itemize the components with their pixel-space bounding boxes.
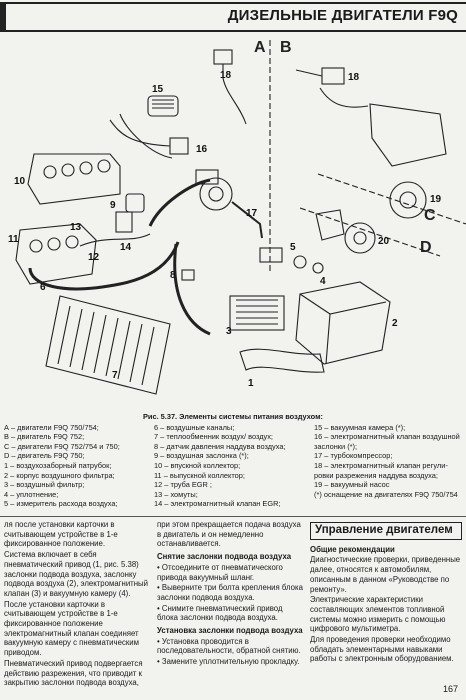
legend-item: 9 – воздушная заслонка (*); — [154, 451, 249, 461]
legend-item: C – двигатели F9Q 752/754 и 750; — [4, 441, 120, 451]
caption-title: Рис. 5.37. Элементы системы питания воздухом: — [142, 412, 324, 421]
legend-item: 19 – вакуумный насос — [314, 480, 390, 490]
solenoid-valve-18a — [214, 50, 232, 64]
callout-18b: 18 — [348, 72, 360, 83]
legend-item: 6 – воздушные каналы; — [154, 422, 235, 432]
callout-4: 4 — [320, 276, 326, 287]
callout-1: 1 — [248, 378, 254, 389]
legend-item: 16 – электромагнитный клапан воздушной — [314, 432, 460, 442]
header-tab — [0, 4, 6, 30]
caption-column-3 — [314, 423, 462, 509]
text-column-1 — [4, 520, 149, 689]
paragraph: при этом прекращается подача воздуха в двигатель и он немедленно останавливается. — [157, 520, 301, 549]
removal-step: • Выверните три болта крепления блока заслонки подвода воздуха. — [157, 583, 303, 602]
section-letter-c: C — [424, 207, 436, 224]
install-step: • Замените уплотнительную прокладку. — [157, 657, 300, 667]
legend-item: 12 – труба EGR ; — [154, 480, 212, 490]
figure-caption — [4, 412, 462, 509]
callout-12: 12 — [88, 252, 100, 263]
solenoid-valve-18b — [322, 68, 344, 84]
legend-item: заслонки (*); — [314, 441, 358, 451]
legend-item: 5 – измеритель расхода воздуха; — [4, 499, 118, 509]
pump-housing — [370, 104, 446, 166]
paragraph: ля после установки карточки в считывающем устройстве в 1-е фиксированное положение. — [4, 520, 118, 549]
page-header — [0, 0, 466, 30]
legend-item: 3 – воздушный фильтр; — [4, 480, 85, 490]
legend-item: 14 – электромагнитный клапан EGR; — [154, 499, 281, 509]
header-rule-top — [0, 2, 466, 4]
callout-19: 19 — [430, 194, 442, 205]
caption-column-2 — [154, 423, 314, 509]
egr-tube — [80, 234, 150, 246]
legend-item: ровки разрежения наддува воздуха; — [314, 470, 438, 480]
exhaust-manifold — [16, 224, 96, 284]
callout-9: 9 — [110, 200, 116, 211]
section-letter-b: B — [280, 39, 292, 56]
install-step: • Установка проводится в последовательности, обратной снятию. — [157, 636, 301, 656]
callout-3: 3 — [226, 326, 232, 337]
section-heading-engine-control: Управление двигателем — [310, 522, 462, 540]
air-filter-housing — [296, 282, 390, 364]
air-flow-meter — [260, 248, 282, 262]
callout-6: 6 — [40, 282, 46, 293]
solenoid-valve-16 — [170, 138, 188, 154]
turbocharger — [200, 178, 232, 210]
intake-manifold — [28, 154, 120, 204]
boost-pressure-sensor — [182, 270, 194, 280]
paragraph: Электрические характеристики составляющих элементов топливной системы можно измерить с помощью цифрового мультиметра. — [310, 595, 446, 634]
legend-item: 7 – теплообменник воздух/ воздух; — [154, 432, 273, 442]
callout-10: 10 — [14, 176, 26, 187]
air-throttle — [126, 194, 144, 212]
legend-item: 8 – датчик давления наддува воздуха; — [154, 441, 286, 451]
legend-item: 17 – турбокомпрессор; — [314, 451, 393, 461]
legend-item: 11 – выпускной коллектор; — [154, 470, 245, 480]
paragraph: Диагностические проверки, приведенные далее, относятся к автомобилям, описанным в данном «Руководстве по ремонту». — [310, 555, 461, 594]
callout-17: 17 — [246, 208, 258, 219]
page-title: ДИЗЕЛЬНЫЕ ДВИГАТЕЛИ F9Q — [227, 7, 458, 24]
legend-item: B – двигатель F9Q 752; — [4, 432, 85, 442]
text-column-3 — [310, 520, 462, 665]
legend-item: 18 – электромагнитный клапан регули- — [314, 460, 448, 470]
removal-heading: Снятие заслонки подвода воздуха — [157, 552, 292, 562]
caption-separator — [0, 516, 466, 517]
vacuum-pump-20 — [345, 223, 375, 253]
legend-item: 15 – вакуумная камера (*); — [314, 422, 406, 432]
legend-item: (*) оснащение на двигателях F9Q 750/754 — [314, 489, 458, 499]
install-heading: Установка заслонки подвода воздуха — [157, 626, 303, 636]
paragraph: После установки карточки в считывающем устройстве в 1-е фиксированное положение электромагнитный клапан соединяет вакуумную камеру с пневматическим приводом. — [4, 599, 139, 658]
section-letter-a: A — [254, 39, 266, 56]
callout-8: 8 — [170, 270, 176, 281]
removal-step: • Снимите пневматический привод блока заслонки подвода воздуха. — [157, 603, 283, 623]
legend-item: 2 – корпус воздушного фильтра; — [4, 470, 115, 480]
callout-5: 5 — [290, 242, 296, 253]
legend-item: 1 – воздухозаборный патрубок; — [4, 460, 112, 470]
callout-11: 11 — [8, 234, 19, 245]
callout-16: 16 — [196, 144, 208, 155]
callout-15: 15 — [152, 84, 164, 95]
caption-column-1 — [4, 423, 154, 509]
air-duct-left — [30, 242, 178, 289]
removal-step: • Отсоедините от пневматического привода вакуумный шланг. — [157, 562, 283, 582]
general-heading: Общие рекомендации — [310, 544, 395, 554]
legend-item: А – двигатели F9Q 750/754; — [4, 422, 99, 432]
intercooler — [46, 296, 170, 394]
callout-13: 13 — [70, 222, 82, 233]
callout-14: 14 — [120, 242, 132, 253]
legend-item: D – двигатель F9Q 750; — [4, 451, 85, 461]
paragraph: Для проведения проверки необходимо обладать элементарными навыками работы с электронным оборудованием. — [310, 635, 454, 664]
header-rule-bottom — [0, 30, 466, 32]
air-system-diagram — [0, 34, 466, 410]
egr-valve — [116, 212, 132, 232]
divider-cd — [318, 174, 466, 224]
air-filter-element — [230, 296, 284, 330]
legend-item: 10 – впускной коллектор; — [154, 460, 241, 470]
legend-item: 13 – хомуты; — [154, 489, 198, 499]
section-letter-d: D — [420, 239, 432, 256]
callout-18a: 18 — [220, 70, 232, 81]
paragraph: Пневматический привод подвергается действию разрежения, что приводит к закрытию заслонки подвода воздуха, — [4, 658, 143, 688]
legend-item: 4 – уплотнение; — [4, 489, 59, 499]
callout-7: 7 — [112, 370, 118, 381]
callout-2: 2 — [392, 318, 398, 329]
callout-20: 20 — [378, 236, 390, 247]
page-number: 167 — [442, 684, 458, 694]
text-column-2 — [157, 520, 305, 668]
vacuum-chamber — [148, 96, 178, 116]
paragraph: Система включает в себя пневматический привод (1, рис. 5.38) заслонки подвода воздуха, заслонку подвода воздуха (2), электромагнитный клапан (3) и вакуумную камеру (4). — [4, 550, 149, 598]
